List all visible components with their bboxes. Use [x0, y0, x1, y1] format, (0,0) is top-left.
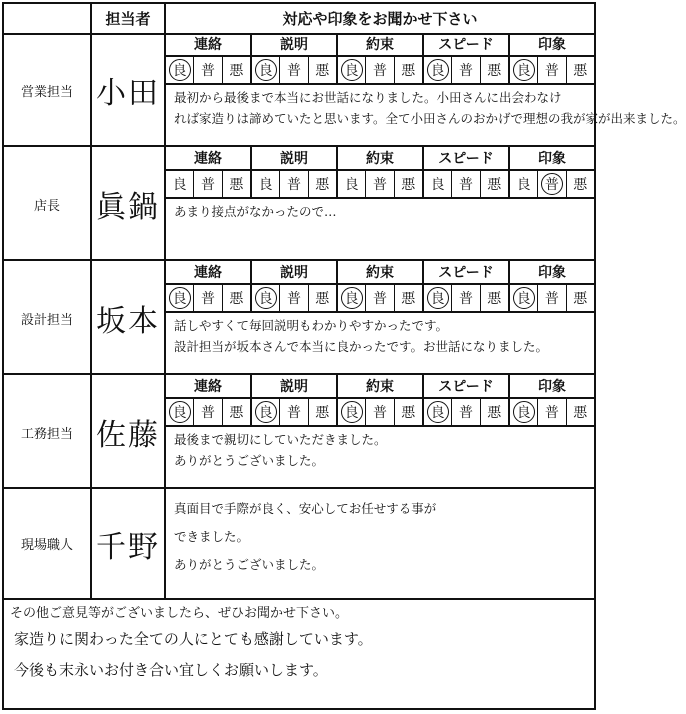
grade-label: 良 — [430, 63, 445, 79]
grade-label: 良 — [516, 291, 531, 307]
selected-circle-mark — [169, 287, 191, 309]
rating-category: 連絡 — [166, 261, 252, 285]
grade-option[interactable] — [567, 171, 594, 197]
rating-category: 印象 — [510, 147, 594, 171]
grade-option[interactable] — [424, 57, 452, 83]
other-comments-label: その他ご意見等がございましたら、ぜひお聞かせ下さい。 — [10, 606, 349, 621]
grade-option[interactable] — [452, 171, 480, 197]
divider — [4, 598, 594, 600]
rating-category: 約束 — [338, 261, 424, 285]
selected-circle-mark — [427, 59, 449, 81]
impression-column-header: 対応や印象をお聞かせ下さい — [282, 10, 478, 28]
grade-option[interactable] — [395, 57, 424, 83]
comment-line: 今後も末永いお付き合い宜しくお願いします。 — [14, 661, 328, 679]
grade-label: 普 — [286, 177, 301, 193]
staff-comment — [174, 87, 686, 129]
rating-categories — [166, 147, 594, 171]
staff-name: 眞鍋 — [96, 190, 160, 225]
grade-label: 良 — [430, 177, 445, 193]
grade-label: 良 — [344, 63, 359, 79]
grade-label: 悪 — [315, 177, 330, 193]
grade-option[interactable] — [481, 285, 510, 311]
grade-option[interactable] — [280, 171, 308, 197]
grade-option[interactable] — [252, 171, 280, 197]
grade-label: 悪 — [401, 291, 416, 307]
grade-label: 良 — [172, 291, 187, 307]
grade-label: 普 — [200, 177, 215, 193]
grade-option[interactable] — [223, 399, 252, 425]
staff-comment — [174, 315, 590, 357]
rating-category: スピード — [424, 147, 510, 171]
selected-circle-mark — [255, 59, 277, 81]
rating-categories — [166, 375, 594, 399]
selected-circle-mark — [341, 59, 363, 81]
grade-option[interactable] — [309, 399, 338, 425]
grade-option[interactable] — [452, 57, 480, 83]
grade-label: 普 — [372, 291, 387, 307]
rating-grades — [166, 57, 594, 85]
grade-option[interactable] — [395, 171, 424, 197]
grade-option[interactable] — [338, 171, 366, 197]
grade-label: 悪 — [573, 63, 588, 79]
grade-label: 悪 — [401, 405, 416, 421]
grade-label: 悪 — [229, 63, 244, 79]
grade-label: 悪 — [487, 405, 502, 421]
grade-label: 良 — [344, 177, 359, 193]
grade-option[interactable] — [166, 171, 194, 197]
rating-category: 連絡 — [166, 33, 252, 57]
grade-label: 悪 — [573, 291, 588, 307]
grade-option[interactable] — [194, 285, 222, 311]
rating-category: 連絡 — [166, 147, 252, 171]
survey-form — [2, 2, 686, 710]
grade-option[interactable] — [395, 285, 424, 311]
comment-line: 最後まで親切にしていただきました。 — [174, 432, 387, 447]
selected-circle-mark — [541, 173, 563, 195]
staff-role: 店長 — [33, 198, 60, 214]
grade-label: 普 — [458, 63, 473, 79]
rating-category: 印象 — [510, 375, 594, 399]
grade-label: 良 — [172, 405, 187, 421]
rating-category: 説明 — [252, 33, 338, 57]
rating-category: 説明 — [252, 147, 338, 171]
grade-option[interactable] — [481, 399, 510, 425]
grade-option[interactable] — [395, 399, 424, 425]
grade-option[interactable] — [166, 285, 194, 311]
grade-label: 良 — [172, 177, 187, 193]
rating-category: 印象 — [510, 261, 594, 285]
other-comments-text — [14, 624, 373, 686]
grade-option[interactable] — [280, 285, 308, 311]
form-header — [4, 4, 594, 35]
grade-label: 普 — [458, 177, 473, 193]
comment-line: あまり接点がなかったので… — [174, 204, 337, 219]
staff-column-header: 担当者 — [105, 10, 151, 28]
grade-option[interactable] — [538, 57, 566, 83]
grade-label: 悪 — [487, 177, 502, 193]
selected-circle-mark — [255, 287, 277, 309]
selected-circle-mark — [169, 59, 191, 81]
grade-option[interactable] — [452, 285, 480, 311]
rating-category: 連絡 — [166, 375, 252, 399]
grade-label: 良 — [258, 405, 273, 421]
grade-option[interactable] — [309, 57, 338, 83]
rating-grades — [166, 171, 594, 199]
grade-label: 普 — [286, 405, 301, 421]
grade-label: 良 — [344, 405, 359, 421]
selected-circle-mark — [513, 401, 535, 423]
grade-label: 悪 — [401, 177, 416, 193]
grade-option[interactable] — [338, 285, 366, 311]
rating-category: 説明 — [252, 261, 338, 285]
selected-circle-mark — [341, 401, 363, 423]
grade-option[interactable] — [567, 399, 594, 425]
grade-option[interactable] — [309, 285, 338, 311]
grade-option[interactable] — [424, 399, 452, 425]
comment-line: できました。 — [174, 529, 250, 544]
selected-circle-mark — [513, 287, 535, 309]
selected-circle-mark — [427, 287, 449, 309]
grade-label: 普 — [286, 63, 301, 79]
grade-option[interactable] — [252, 399, 280, 425]
grade-option[interactable] — [424, 171, 452, 197]
staff-role: 工務担当 — [20, 426, 73, 442]
comment-line: 最初から最後まで本当にお世話になりました。小田さんに出会わなけ — [174, 90, 562, 105]
grade-label: 普 — [200, 291, 215, 307]
grade-label: 普 — [544, 405, 559, 421]
grade-label: 悪 — [573, 405, 588, 421]
selected-circle-mark — [255, 401, 277, 423]
grade-label: 普 — [200, 63, 215, 79]
grade-option[interactable] — [510, 171, 538, 197]
grade-option[interactable] — [366, 57, 394, 83]
rating-category: 約束 — [338, 375, 424, 399]
grade-label: 良 — [516, 63, 531, 79]
rating-category: 約束 — [338, 33, 424, 57]
grade-option[interactable] — [424, 285, 452, 311]
grade-label: 良 — [430, 291, 445, 307]
grade-option[interactable] — [538, 285, 566, 311]
rating-category: 約束 — [338, 147, 424, 171]
staff-comment — [174, 495, 590, 579]
grade-label: 普 — [458, 291, 473, 307]
comment-line: ありがとうございました。 — [174, 453, 325, 468]
grade-option[interactable] — [223, 57, 252, 83]
staff-name: 坂本 — [96, 304, 160, 339]
grade-label: 普 — [544, 63, 559, 79]
grade-option[interactable] — [280, 57, 308, 83]
rating-categories — [166, 261, 594, 285]
grade-label: 普 — [544, 177, 559, 193]
grade-label: 悪 — [229, 405, 244, 421]
rating-grades — [166, 285, 594, 313]
grade-option[interactable] — [366, 285, 394, 311]
grade-option[interactable] — [309, 171, 338, 197]
staff-comment — [174, 201, 590, 222]
selected-circle-mark — [169, 401, 191, 423]
rating-category: スピード — [424, 261, 510, 285]
staff-role: 営業担当 — [20, 84, 73, 100]
grade-label: 普 — [200, 405, 215, 421]
comment-line: 真面目で手際が良く、安心してお任せする事が — [174, 501, 437, 516]
grade-option[interactable] — [280, 399, 308, 425]
grade-option[interactable] — [252, 57, 280, 83]
grade-option[interactable] — [166, 399, 194, 425]
grade-label: 悪 — [315, 63, 330, 79]
grade-option[interactable] — [366, 171, 394, 197]
grade-label: 良 — [258, 291, 273, 307]
grade-option[interactable] — [452, 399, 480, 425]
grade-label: 良 — [172, 63, 187, 79]
grade-option[interactable] — [510, 285, 538, 311]
staff-name: 佐藤 — [96, 418, 160, 453]
comment-line: 話しやすくて毎回説明もわかりやすかったです。 — [174, 318, 449, 333]
rating-grades — [166, 399, 594, 427]
grade-label: 悪 — [315, 291, 330, 307]
grade-label: 悪 — [487, 291, 502, 307]
selected-circle-mark — [341, 287, 363, 309]
grade-label: 普 — [544, 291, 559, 307]
grade-option[interactable] — [510, 399, 538, 425]
selected-circle-mark — [427, 401, 449, 423]
grade-label: 悪 — [229, 291, 244, 307]
grade-option[interactable] — [166, 57, 194, 83]
grade-label: 良 — [344, 291, 359, 307]
grade-label: 良 — [258, 177, 273, 193]
staff-comment — [174, 429, 590, 471]
grade-option[interactable] — [223, 285, 252, 311]
grade-label: 普 — [458, 405, 473, 421]
grade-label: 普 — [286, 291, 301, 307]
grade-label: 普 — [372, 405, 387, 421]
grade-label: 良 — [430, 405, 445, 421]
grade-option[interactable] — [510, 57, 538, 83]
selected-circle-mark — [513, 59, 535, 81]
comment-line: れば家造りは諦めていたと思います。全て小田さんのおかげで理想の我が家が出来ました。 — [174, 111, 686, 126]
grade-option[interactable] — [223, 171, 252, 197]
grade-option[interactable] — [567, 57, 594, 83]
grade-label: 良 — [258, 63, 273, 79]
grade-label: 悪 — [487, 63, 502, 79]
rating-category: スピード — [424, 375, 510, 399]
grade-label: 良 — [516, 405, 531, 421]
grade-option[interactable] — [338, 57, 366, 83]
grade-option[interactable] — [567, 285, 594, 311]
rating-categories — [166, 33, 594, 57]
grade-label: 悪 — [401, 63, 416, 79]
blank-header — [4, 4, 90, 33]
grade-label: 良 — [516, 177, 531, 193]
grade-label: 普 — [372, 177, 387, 193]
grade-option[interactable] — [194, 171, 222, 197]
grade-option[interactable] — [252, 285, 280, 311]
grade-label: 普 — [372, 63, 387, 79]
grade-label: 悪 — [229, 177, 244, 193]
staff-role: 現場職人 — [20, 538, 73, 553]
grade-option[interactable] — [538, 171, 566, 197]
staff-name: 小田 — [96, 76, 160, 111]
grade-label: 悪 — [315, 405, 330, 421]
comment-line: 家造りに関わった全ての人にとても感謝しています。 — [14, 630, 373, 648]
grade-option[interactable] — [366, 399, 394, 425]
grade-option[interactable] — [194, 399, 222, 425]
grade-option[interactable] — [481, 57, 510, 83]
grade-option[interactable] — [538, 399, 566, 425]
staff-role: 設計担当 — [20, 312, 73, 328]
comment-line: ありがとうございました。 — [174, 557, 325, 572]
grade-option[interactable] — [338, 399, 366, 425]
rating-category: 印象 — [510, 33, 594, 57]
rating-category: 説明 — [252, 375, 338, 399]
grade-option[interactable] — [194, 57, 222, 83]
grade-option[interactable] — [481, 171, 510, 197]
comment-line: 設計担当が坂本さんで本当に良かったです。お世話になりました。 — [174, 339, 549, 354]
grade-label: 悪 — [573, 177, 588, 193]
rating-category: スピード — [424, 33, 510, 57]
staff-name: 千野 — [96, 529, 160, 565]
